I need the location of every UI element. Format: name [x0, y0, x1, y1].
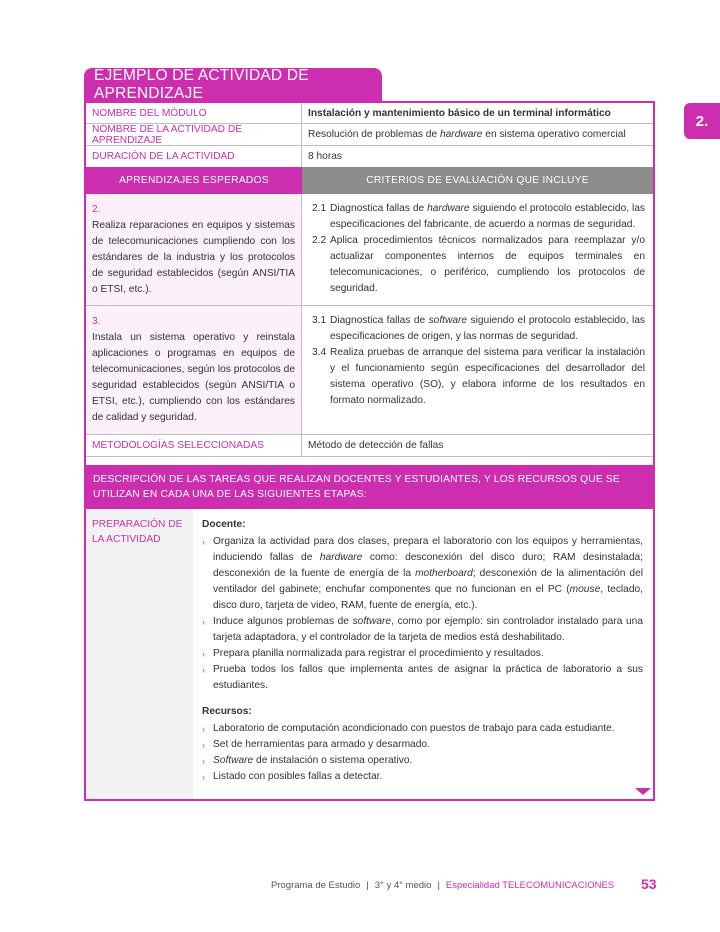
page-number: 53 — [641, 876, 657, 892]
learning-text: Instala un sistema operativo y reinstala aplicaciones o programas en equipos de telecomunicaciones, según los protocolos de seguridad establecidos (según ANSI/TIA o ETSI, etc.), cumpliendo con los estándares de calidad y seguridad. — [92, 332, 295, 423]
footer-separator: | — [366, 880, 369, 891]
criteria-cell — [302, 194, 653, 305]
list-item: › Laboratorio de computación acondicionado con puestos de trabajo para cada estudiante. — [202, 721, 643, 737]
activity-name-label: NOMBRE DE LA ACTIVIDAD DE APRENDIZAJE — [86, 124, 302, 145]
list-item: › Set de herramientas para armado y desarmado. — [202, 737, 643, 753]
criteria-cell — [302, 306, 653, 433]
evaluation-criteria-header: CRITERIOS DE EVALUACIÓN QUE INCLUYE — [302, 167, 653, 194]
criterion-item: 3.1 Diagnostica fallas de software siguiendo el protocolo establecido, las especificaciones de origen, y las normas de seguridad. — [312, 315, 645, 343]
tasks-description-header: DESCRIPCIÓN DE LAS TAREAS QUE REALIZAN DOCENTES Y ESTUDIANTES, Y LOS RECURSOS QUE SE UTILIZAN EN CADA UNA DE LAS SIGUIENTES ETAPAS: — [86, 457, 653, 509]
docente-title: Docente: — [202, 518, 246, 530]
chevron-right-icon: › — [202, 771, 205, 782]
chevron-right-icon: › — [202, 755, 205, 766]
learning-row — [86, 305, 653, 433]
recursos-title: Recursos: — [202, 705, 252, 717]
triangle-down-icon — [635, 788, 651, 795]
preparation-row — [86, 509, 653, 799]
criterion-item: 2.2 Aplica procedimientos técnicos normalizados para reemplazar y/o actualizar componentes internos de equipos terminales en telecomunicaciones, o periférico, cumpliendo los protocolos de seguridad. — [312, 234, 645, 294]
activity-table — [84, 101, 655, 801]
activity-name-row — [86, 123, 653, 145]
column-header-row — [86, 167, 653, 194]
methodology-label: METODOLOGÍAS SELECCIONADAS — [86, 435, 302, 456]
recursos-list — [202, 721, 643, 785]
methodology-row — [86, 434, 653, 456]
chevron-right-icon: › — [202, 723, 205, 734]
criterion-item: 3.4 Realiza pruebas de arranque del sistema para verificar la instalación y el funcionamiento según especificaciones del desarrollador del sistema operativo (SO), y elabora informe de los resultados en formato normalizado. — [312, 347, 645, 406]
list-item: › Induce algunos problemas de software, como por ejemplo: sin controlador instalado para una tarjeta adaptadora, y el controlador de la tarjeta de medios está deshabilitado. — [202, 614, 643, 646]
activity-name-value: Resolución de problemas de hardware en sistema operativo comercial — [308, 129, 626, 140]
module-name-row — [86, 101, 653, 123]
list-item: › Listado con posibles fallas a detectar. — [202, 769, 643, 785]
chevron-right-icon: › — [202, 648, 205, 659]
module-name-label: NOMBRE DEL MÓDULO — [86, 103, 302, 123]
page-footer — [271, 880, 614, 891]
list-item: › Organiza la actividad para dos clases, prepara el laboratorio con los equipos y herramientas, induciendo fallas de hardware como: desconexión del disco duro; RAM desinstalada; desconexión de la fuente de energía de la motherboard; desconexión de la alimentación del ventilador del gabinete; enchufar componentes que no funcionan en el PC (mouse, teclado, disco duro, tarjeta de video, RAM, fuente de energía, etc.). — [202, 534, 643, 614]
footer-program: Programa de Estudio — [271, 880, 361, 891]
learning-text: Realiza reparaciones en equipos y sistemas de telecomunicaciones cumpliendo con los estándares de la industria y los protocolos de seguridad establecidos (según ANSI/TIA o ETSI, etc.). — [92, 219, 295, 295]
learning-cell — [86, 194, 302, 305]
chevron-right-icon: › — [202, 536, 205, 547]
duration-label: DURACIÓN DE LA ACTIVIDAD — [86, 146, 302, 167]
footer-specialty: Especialidad TELECOMUNICACIONES — [445, 880, 615, 891]
chevron-right-icon: › — [202, 739, 205, 750]
chapter-badge: 2. — [684, 103, 720, 139]
footer-level: 3° y 4° medio — [374, 880, 432, 891]
expected-learnings-header: APRENDIZAJES ESPERADOS — [86, 167, 302, 194]
learning-row — [86, 194, 653, 305]
preparation-label: PREPARACIÓN DE LA ACTIVIDAD — [86, 509, 193, 799]
chevron-right-icon: › — [202, 664, 205, 675]
criterion-item: 2.1 Diagnostica fallas de hardware siguiendo el protocolo establecido, las especificaciones del fabricante, de acuerdo a normas de seguridad. — [312, 203, 645, 230]
learning-number: 3. — [92, 316, 101, 328]
chevron-right-icon: › — [202, 616, 205, 627]
activity-title: EJEMPLO DE ACTIVIDAD DE APRENDIZAJE — [84, 68, 382, 101]
methodology-value: Método de detección de fallas — [308, 439, 444, 451]
footer-separator: | — [437, 880, 440, 891]
learning-number: 2. — [92, 204, 101, 215]
list-item: › Software de instalación o sistema operativo. — [202, 753, 643, 769]
list-item: › Prepara planilla normalizada para registrar el procedimiento y resultados. — [202, 646, 643, 662]
docente-list — [202, 534, 643, 694]
module-name-value: Instalación y mantenimiento básico de un terminal informático — [308, 107, 611, 119]
learning-cell — [86, 306, 302, 433]
duration-value: 8 horas — [308, 151, 342, 162]
preparation-content — [193, 509, 653, 799]
duration-row — [86, 145, 653, 167]
list-item: › Prueba todos los fallos que implementa antes de asignar la práctica de laboratorio a sus estudiantes. — [202, 662, 643, 694]
